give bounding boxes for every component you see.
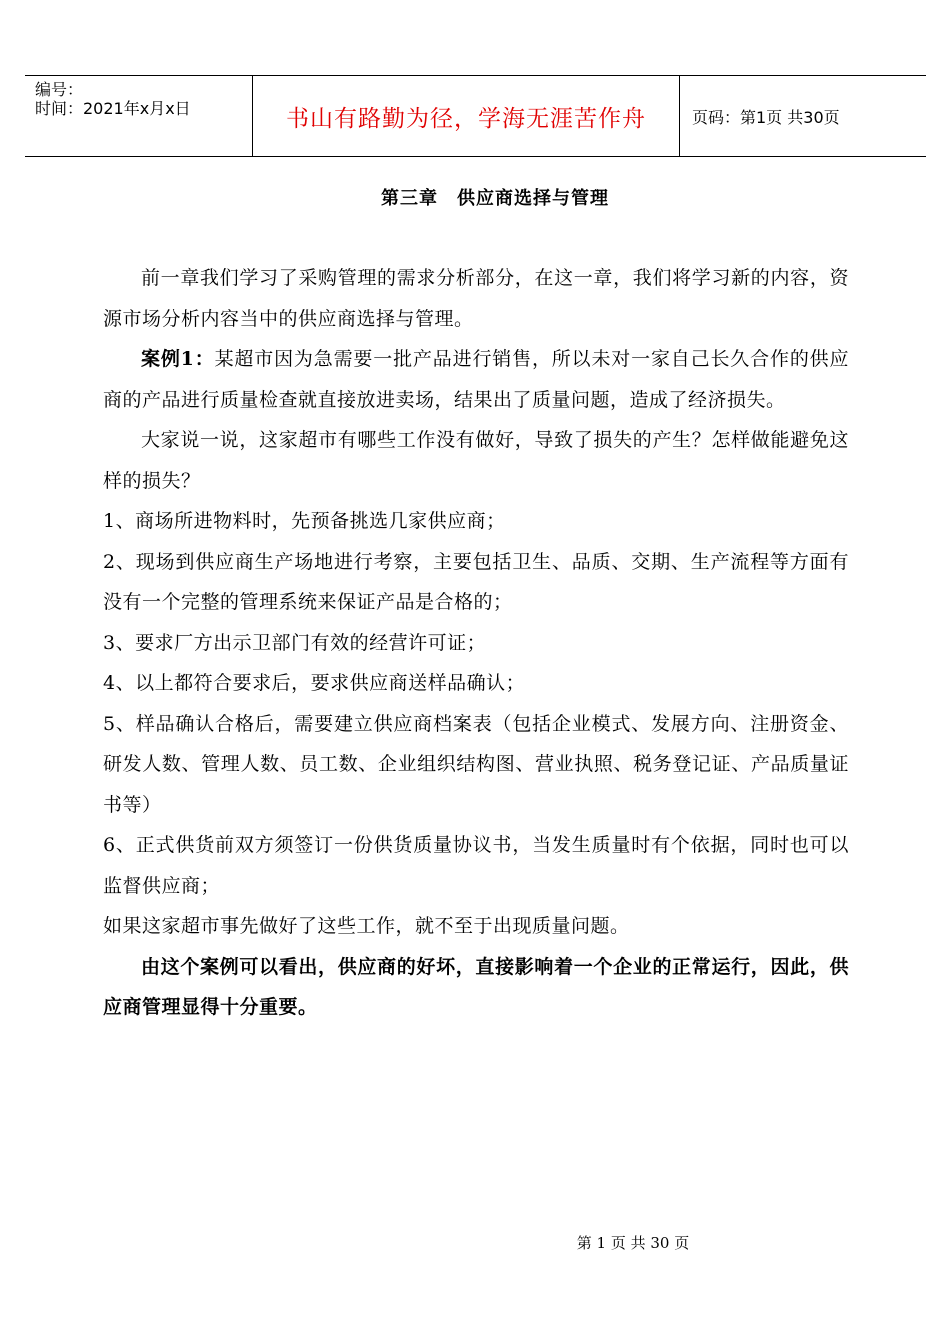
time-label: 时间：2021年x月x日 [35, 99, 191, 118]
step-item-2: 2、现场到供应商生产场地进行考察，主要包括卫生、品质、交期、生产流程等方面有没有一个完整的管理系统来保证产品是合格的； [103, 550, 849, 613]
step-item-5: 5、样品确认合格后，需要建立供应商档案表（包括企业模式、发展方向、注册资金、研发人数、管理人数、员工数、企业组织结构图、营业执照、税务登记证、产品质量证书等） [103, 712, 849, 816]
document-body [103, 258, 849, 1028]
intro-paragraph: 前一章我们学习了采购管理的需求分析部分，在这一章，我们将学习新的内容，资源市场分析内容当中的供应商选择与管理。 [103, 267, 849, 330]
chapter-title: 第三章 供应商选择与管理 [381, 188, 609, 209]
case-paragraph [103, 339, 849, 420]
question-paragraph: 大家说一说，这家超市有哪些工作没有做好，导致了损失的产生？怎样做能避免这样的损失？ [103, 429, 849, 492]
case-text: 某超市因为急需要一批产品进行销售，所以未对一家自己长久合作的供应商的产品进行质量检查就直接放进卖场，结果出了质量问题，造成了经济损失。 [103, 348, 849, 411]
number-label: 编号： [35, 80, 84, 99]
case-label: 案例1： [141, 348, 215, 370]
header-meta [25, 76, 253, 156]
step-item-1: 1、商场所进物料时，先预备挑选几家供应商； [103, 510, 506, 532]
step-item-6: 6、正式供货前双方须签订一份供货质量协议书，当发生质量时有个依据，同时也可以监督供应商； [103, 834, 849, 897]
conclusion-paragraph: 由这个案例可以看出，供应商的好坏，直接影响着一个企业的正常运行，因此，供应商管理显得十分重要。 [103, 955, 849, 1018]
step-item-4: 4、以上都符合要求后，要求供应商送样品确认； [103, 672, 526, 694]
summary-paragraph: 如果这家超市事先做好了这些工作，就不至于出现质量问题。 [103, 915, 630, 937]
page-header [25, 75, 926, 157]
header-page-info: 页码：第1页 共30页 [692, 107, 840, 127]
header-motto: 书山有路勤为径，学海无涯苦作舟 [253, 76, 680, 156]
step-item-3: 3、要求厂方出示卫部门有效的经营许可证； [103, 631, 487, 654]
page-footer: 第 1 页 共 30 页 [576, 1234, 690, 1252]
